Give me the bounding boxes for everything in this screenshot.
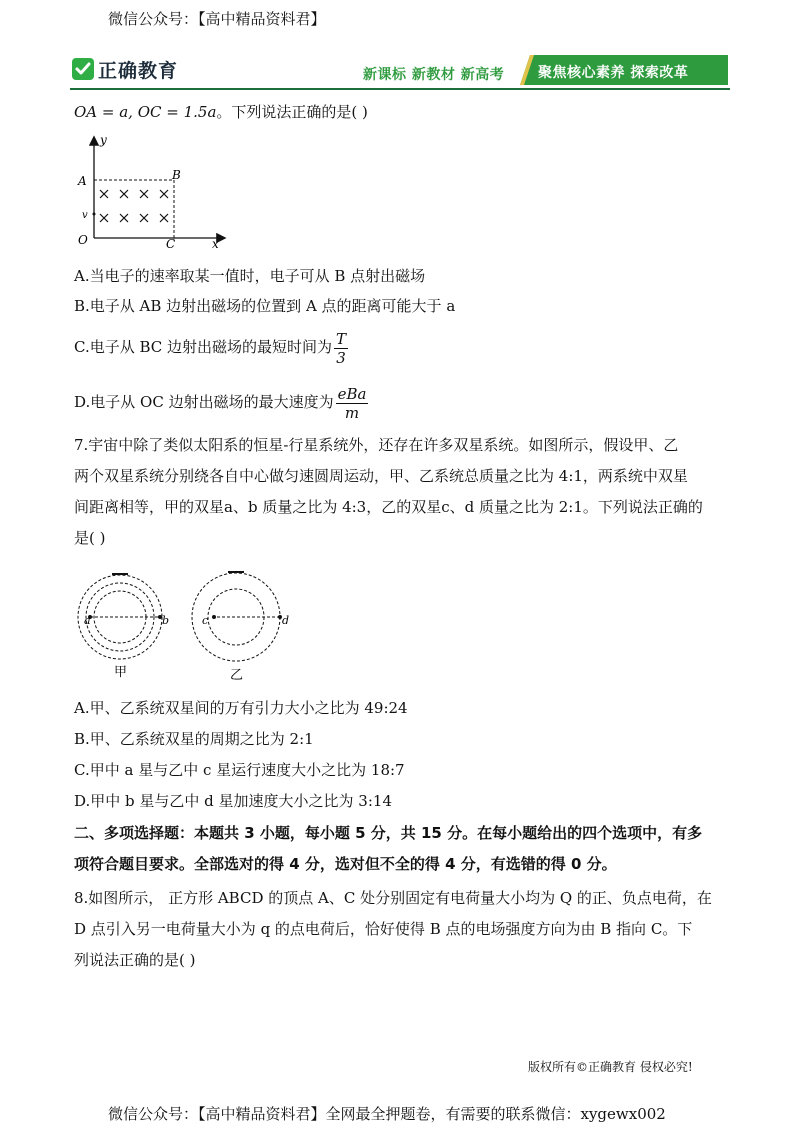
- q8-stem-line-1: 8.如图所示， 正方形 ABCD 的顶点 A、C 处分别固定有电荷量大小均为 Q 的正、负点电荷，在: [74, 889, 712, 907]
- fraction-denominator: m: [344, 403, 360, 422]
- header-banner-text: 聚焦核心素养 探索改革: [538, 65, 689, 81]
- q7-stem-line-2: 两个双星系统分别绕各自中心做匀速圆周运动，甲、乙系统总质量之比为 4:1，两系统中双星: [74, 467, 688, 485]
- q7-label-d: d: [282, 614, 290, 627]
- q7-option-b: B.甲、乙系统双星的周期之比为 2:1: [74, 730, 314, 748]
- fraction-denominator: 3: [336, 348, 346, 367]
- q6-label-A: A: [78, 174, 87, 188]
- q6-stem-math: OA = a, OC = 1.5a: [74, 103, 217, 121]
- q6-stem-text: 。下列说法正确的是( ): [216, 103, 368, 121]
- header-divider: [70, 88, 730, 90]
- fraction-numerator: T: [336, 329, 347, 348]
- q6-option-d: [74, 382, 370, 422]
- q7-option-c: C.甲中 a 星与乙中 c 星运行速度大小之比为 18:7: [74, 761, 405, 779]
- q7-label-a: a: [84, 614, 91, 627]
- footer-wechat-line: 微信公众号：【高中精品资料君】全网最全押题卷，有需要的联系微信：xygewx002: [108, 1105, 666, 1123]
- q7-option-a: A.甲、乙系统双星间的万有引力大小之比为 49:24: [74, 699, 408, 717]
- section2-heading-line-1: 二、多项选择题：本题共 3 小题，每小题 5 分，共 15 分。在每小题给出的四个选项中，有多: [74, 824, 703, 842]
- q7-label-c: c: [202, 614, 209, 627]
- q6-option-b: B.电子从 AB 边射出磁场的位置到 A 点的距离可能大于 a: [74, 297, 456, 315]
- q7-caption-yi: 乙: [230, 668, 244, 683]
- logo-text: 正确教育: [98, 59, 179, 82]
- fraction-numerator: eBa: [337, 384, 367, 403]
- q6-label-B: B: [172, 168, 181, 182]
- q6-label-C: C: [166, 237, 176, 251]
- q7-label-b: b: [162, 614, 170, 627]
- q8-stem-line-3: 列说法正确的是( ): [74, 951, 196, 969]
- q6-label-O: O: [78, 233, 88, 247]
- header-wechat-line: 微信公众号：【高中精品资料君】: [108, 10, 326, 28]
- brand-logo: [72, 56, 178, 82]
- copyright-notice: 版权所有©正确教育 侵权必究!: [528, 1060, 693, 1074]
- header-tags: 新课标 新教材 新高考: [363, 67, 505, 83]
- q6-option-a: A.当电子的速率取某一值时，电子可从 B 点射出磁场: [74, 267, 426, 285]
- q7-stem-line-1: 7.宇宙中除了类似太阳系的恒星-行星系统外，还存在许多双星系统。如图所示，假设甲、乙: [74, 436, 679, 454]
- q7-stem-line-3: 间距离相等，甲的双星a、b 质量之比为 4:3，乙的双星c、d 质量之比为 2:1。下列说法正确的: [74, 498, 703, 516]
- q6-option-d-text: D.电子从 OC 边射出磁场的最大速度为: [74, 393, 334, 411]
- q7-stem-line-4: 是( ): [74, 529, 106, 547]
- q6-magnetic-field-figure: [74, 130, 234, 252]
- section2-heading-line-2: 项符合题目要求。全部选对的得 4 分，选对但不全的得 4 分，有选错的得 0 分。: [74, 855, 617, 873]
- checkmark-icon: [72, 58, 94, 80]
- q6-label-x: x: [212, 237, 219, 251]
- q6-option-d-fraction: [336, 385, 369, 422]
- q7-caption-jia: 甲: [114, 665, 128, 680]
- q8-stem-line-2: D 点引入另一电荷量大小为 q 的点电荷后，恰好使得 B 点的电场强度方向为由 B 指向 C。下: [74, 920, 693, 938]
- q6-option-c: [74, 327, 350, 367]
- q7-option-d: D.甲中 b 星与乙中 d 星加速度大小之比为 3:14: [74, 792, 392, 810]
- q6-option-c-fraction: [334, 330, 348, 367]
- q6-stem: [74, 102, 368, 122]
- q7-binary-star-figure: [74, 562, 304, 687]
- q6-label-y: y: [100, 133, 107, 147]
- q6-label-v: v: [82, 210, 88, 221]
- q6-option-c-text: C.电子从 BC 边射出磁场的最短时间为: [74, 338, 333, 356]
